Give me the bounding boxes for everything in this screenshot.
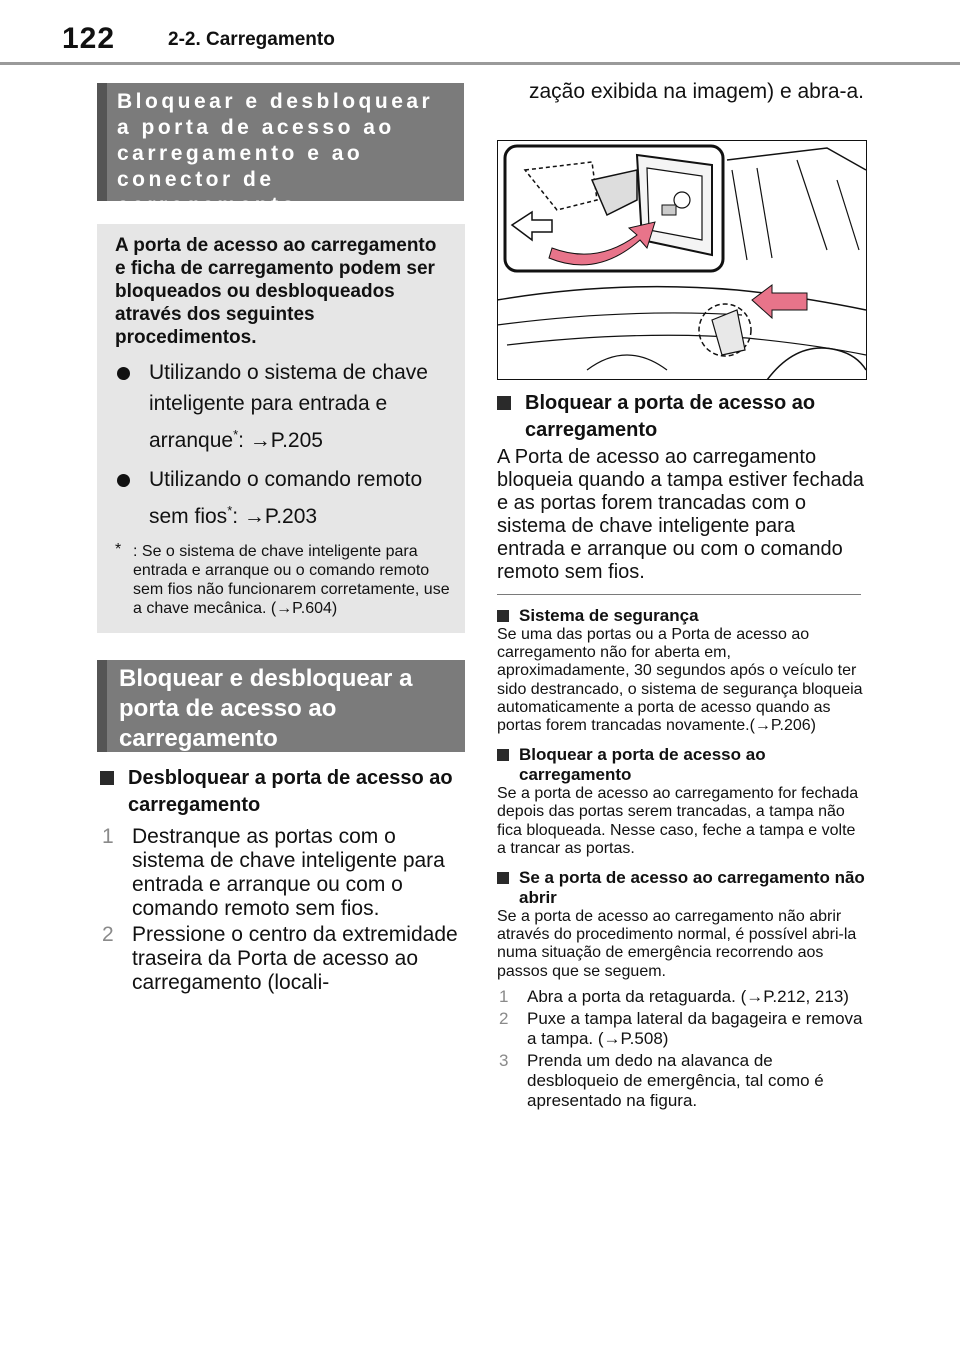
step-text: Prenda um dedo na alavanca de desbloqueio de emergência, tal como é apresentado na figura. [527,1050,824,1110]
continuation-text: zação exibida na imagem) e abra-a. [529,80,865,103]
page-reference-link[interactable]: : →P.205 [238,429,323,452]
lock-section [497,390,867,584]
unlock-section [100,765,468,995]
emergency-step-2 [497,1009,867,1049]
lock2-heading: Bloquear a porta de acesso ao carregamento [497,745,867,785]
step-text: Pressione o centro da extremidade traseira da Porta de acesso ao carregamento (locali- [132,923,458,994]
lock-heading: Bloquear a porta de acesso ao carregamento [497,390,867,444]
bullet-dot-icon [117,367,130,380]
square-bullet-icon [497,396,511,410]
square-bullet-icon [497,749,509,761]
footnote-text: : Se o sistema de chave inteligente para entrada e arranque ou o comando remoto sem fios não funcionarem corretamente, use a chave mecânica. (→P.604) [133,543,450,617]
section-title: 2-2. Carregamento [168,29,335,50]
security-text: Se uma das portas ou a Porta de acesso ao carregamento não for aberta em, aproximadamente, 30 segundos após o veículo ter sido destrancado, o sistema de segurança bloqueia automaticamente a porta de acesso quando as portas forem trancadas novamente.(→P.206) [497,626,863,735]
bullet-remote [115,464,451,532]
lock2-text: Se a porta de acesso ao carregamento for fechada depois das portas serem trancadas, a tampa não fica bloqueada. Nesse caso, feche a tampa e volte a trancar as portas. [497,785,859,857]
footnote-mark: * [115,541,122,558]
step-number: 1 [102,825,114,848]
lock-text: A Porta de acesso ao carregamento bloqueia quando a tampa estiver fechada e as portas forem trancadas com o sistema de chave inteligente para entrada e arranque ou com o comando remoto sem fios. [497,446,864,583]
footnote-mark: * [233,427,239,442]
bullet-text: Utilizando o sistema de chave inteligente para entrada e arranque [149,361,428,452]
security-heading: Sistema de segurança [497,606,867,626]
step-text: Destranque as portas com o sistema de chave inteligente para entrada e arranque ou com o comando remoto sem fios. [132,825,445,920]
notopen-text: Se a porta de acesso ao carregamento não abrir através do procedimento normal, é possível abri-la numa situação de emergência recorrendo aos passos que se seguem. [497,908,857,980]
page-reference-link[interactable]: : →P.203 [232,505,318,528]
square-bullet-icon [497,872,509,884]
step-text: Abra a porta da retaguarda. (→P.212, 213) [527,986,849,1006]
square-bullet-icon [100,771,114,785]
step-number: 1 [499,986,509,1006]
square-bullet-icon [497,610,509,622]
section-title-box-2: Bloquear e desbloquear a porta de acesso ao carregamento [97,660,465,752]
step-2-continuation [497,80,867,104]
emergency-step-1 [497,987,867,1007]
step-1 [100,825,468,921]
footnote-mark: * [227,503,233,518]
step-number: 3 [499,1050,509,1070]
info-intro: A porta de acesso ao carregamento e ficha de carregamento podem ser bloqueados ou desbloqueados através dos seguintes procedimentos. [115,235,437,348]
step-number: 2 [102,923,114,946]
section-title-box-1: Bloquear e desbloquear a porta de acesso ao carregamento e ao conector de carregamento [97,83,464,201]
notopen-heading: Se a porta de acesso ao carregamento não abrir [497,868,867,908]
header-rule [0,62,960,65]
charging-door-illustration [497,140,867,380]
page-number: 122 [62,22,116,55]
bullet-text: Utilizando o comando remoto sem fios [149,468,423,528]
step-number: 2 [499,1008,509,1028]
notes-section [497,600,867,1111]
divider [497,594,861,595]
unlock-heading: Desbloquear a porta de acesso ao carregamento [100,765,468,819]
bullet-smart-key [115,357,451,456]
footnote [115,542,451,618]
step-text: Puxe a tampa lateral da bagageira e remova a tampa. (→P.508) [527,1008,863,1048]
info-box [97,224,465,633]
emergency-step-3 [497,1051,867,1111]
step-2 [100,923,468,995]
bullet-dot-icon [117,474,130,487]
